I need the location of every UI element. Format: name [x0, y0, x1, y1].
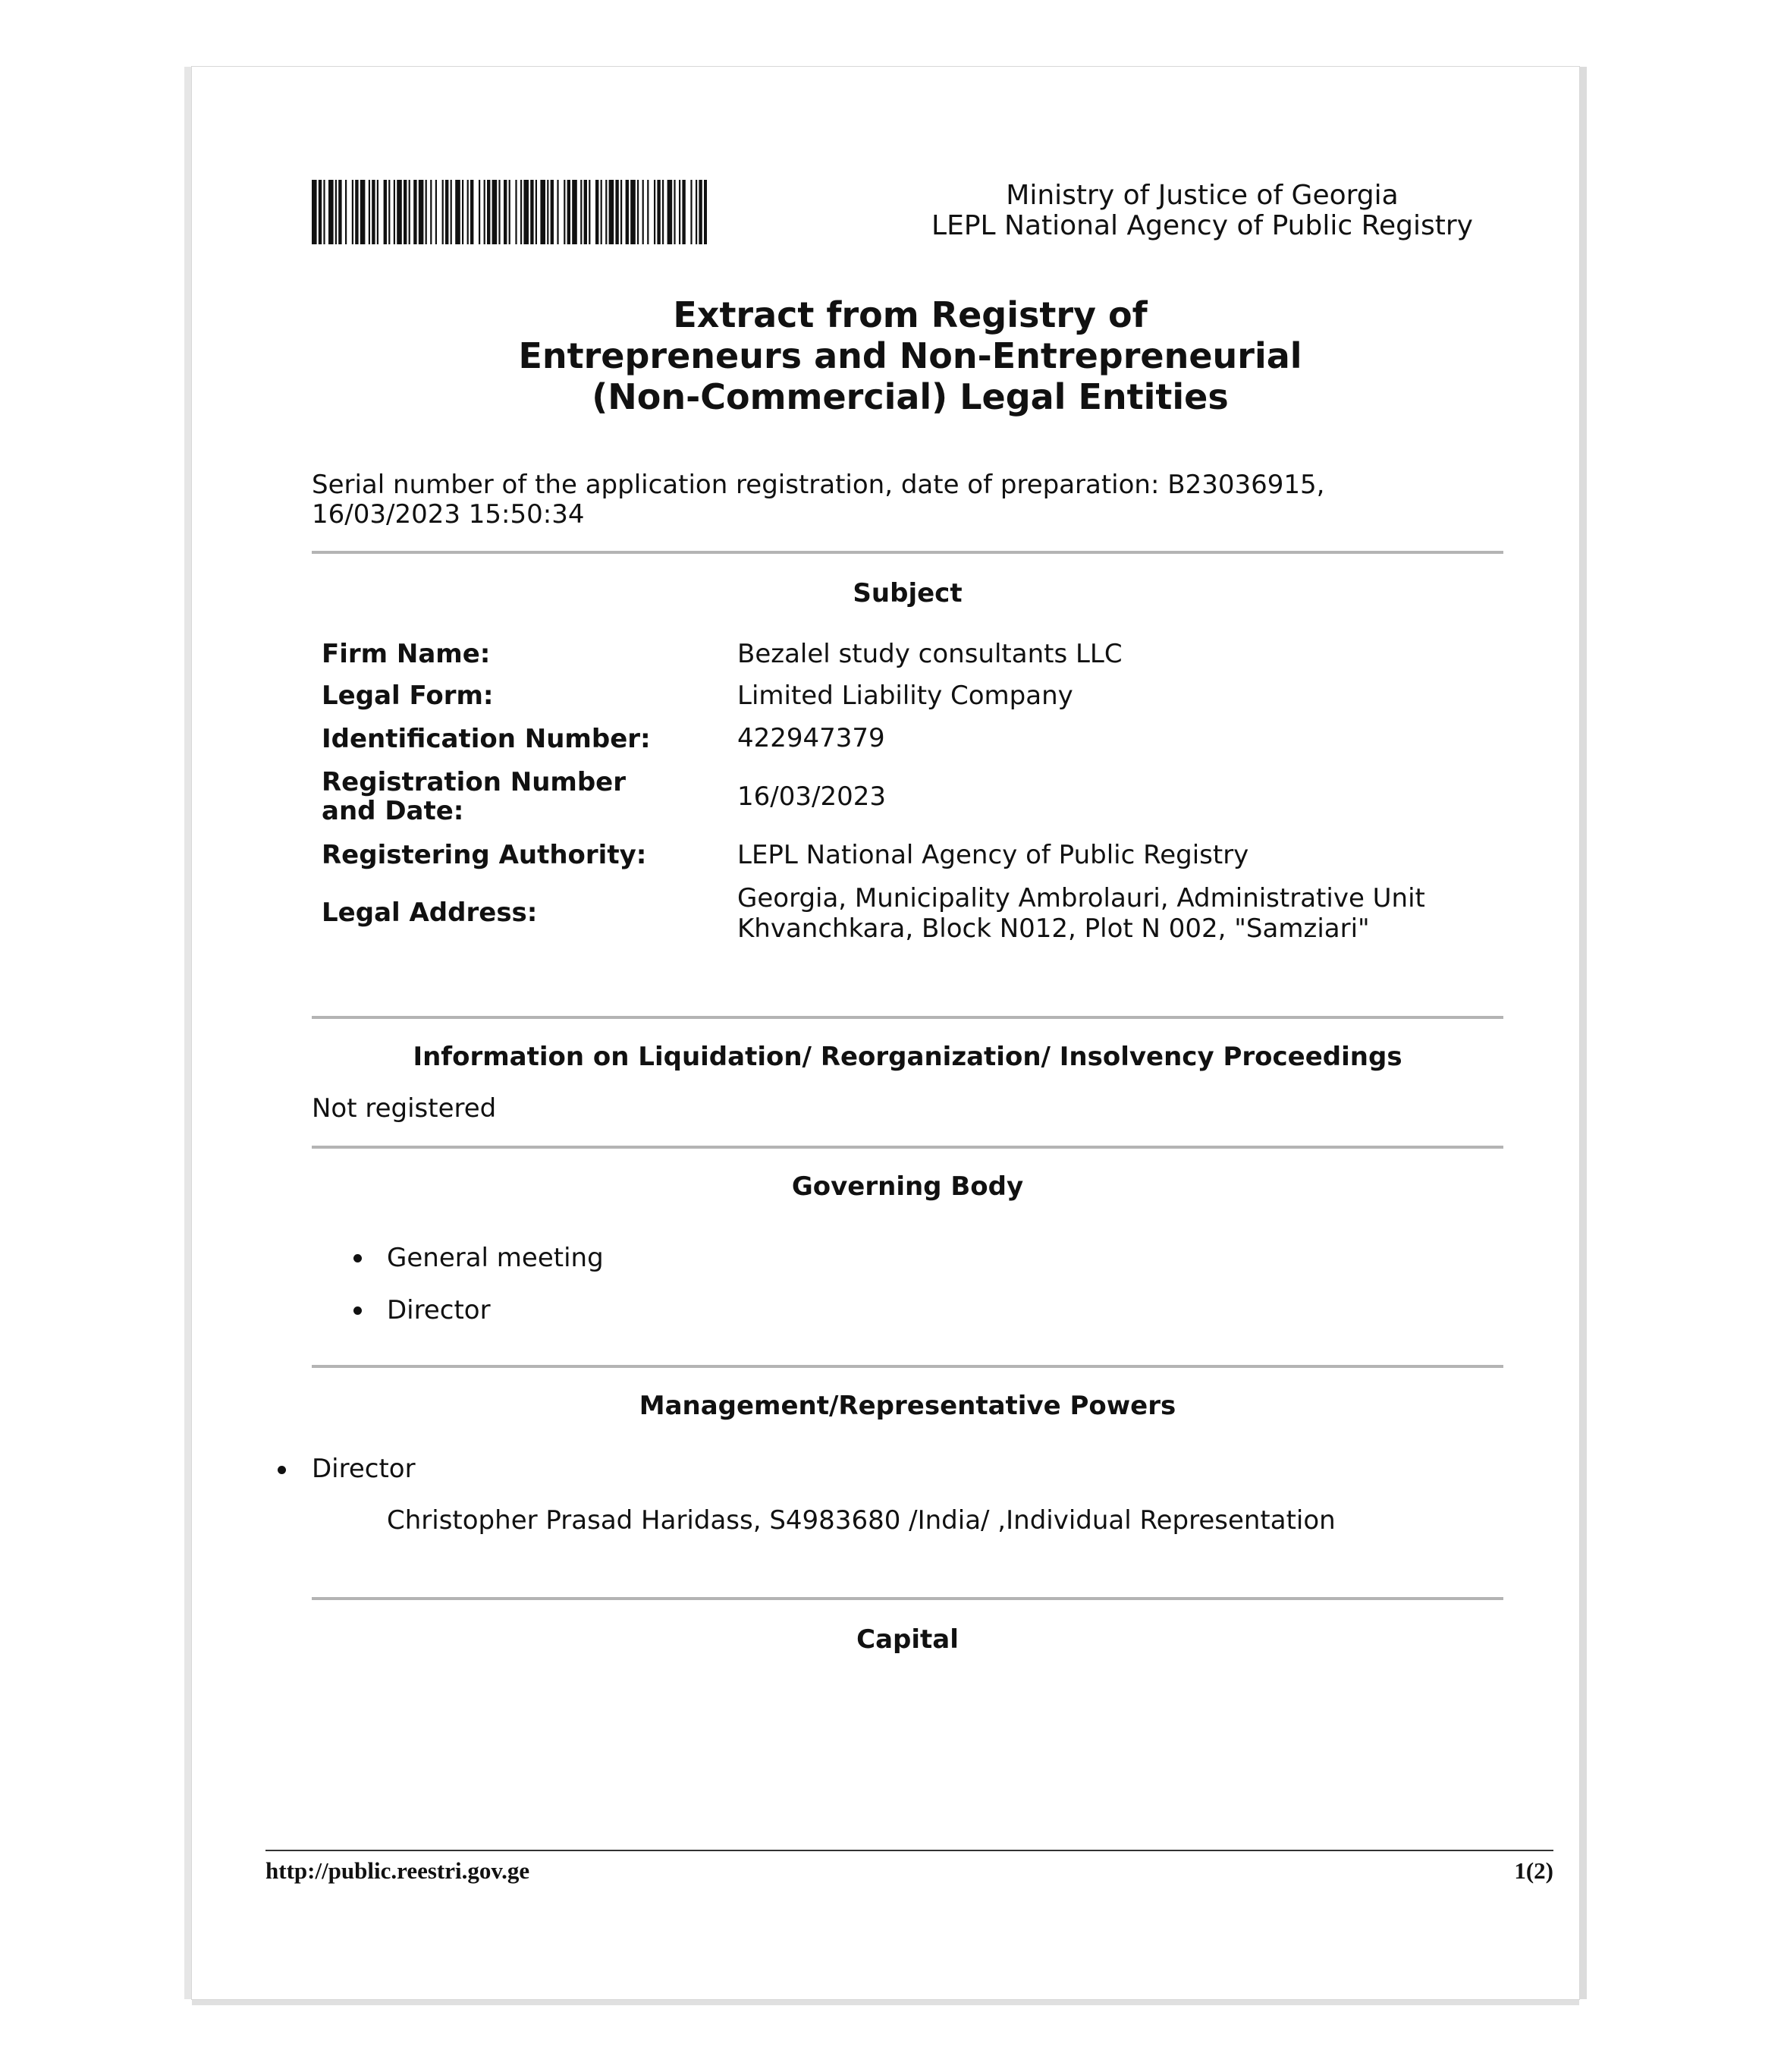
barcode-bar — [352, 180, 353, 244]
serial-line-1: Serial number of the application registration, date of preparation: B23036915, — [312, 470, 1325, 500]
ministry-line-2: LEPL National Agency of Public Registry — [931, 210, 1473, 241]
title-line-2: Entrepreneurs and Non-Entrepreneurial — [518, 335, 1302, 376]
barcode-bar — [345, 180, 347, 244]
barcode-bar — [498, 180, 500, 244]
barcode-bar — [609, 180, 614, 244]
footer-divider — [265, 1850, 1553, 1851]
barcode-bar — [426, 180, 427, 244]
legal-address-line-1: Georgia, Municipality Ambrolauri, Administrative Unit — [737, 883, 1425, 913]
firm-name-label: Firm Name: — [322, 639, 491, 669]
ministry-line-1: Ministry of Justice of Georgia — [1006, 180, 1399, 211]
registering-authority-label: Registering Authority: — [322, 840, 647, 870]
barcode-bar — [551, 180, 554, 244]
barcode-bar — [419, 180, 424, 244]
management-role: Director — [312, 1454, 416, 1484]
barcode-bar — [615, 180, 618, 244]
barcode-bar — [657, 180, 660, 244]
barcode-bar — [564, 180, 565, 244]
subject-heading: Subject — [853, 578, 963, 608]
barcode-bar — [572, 180, 577, 244]
registering-authority-value: LEPL National Agency of Public Registry — [737, 840, 1249, 870]
legal-form-label: Legal Form: — [322, 681, 494, 711]
barcode-bar — [492, 180, 498, 244]
barcode-bar — [674, 180, 675, 244]
barcode-bar — [312, 180, 317, 244]
barcode-bar — [523, 180, 529, 244]
title-line-1: Extract from Registry of — [673, 294, 1148, 335]
barcode-bar — [372, 180, 375, 244]
barcode-bar — [397, 180, 402, 244]
barcode-bar — [504, 180, 507, 244]
barcode-bar — [567, 180, 570, 244]
barcode-bar — [642, 180, 644, 244]
governing-body-item: General meeting — [387, 1243, 604, 1273]
barcode-bar — [605, 180, 607, 244]
barcode-bar — [699, 180, 702, 244]
barcode-bar — [515, 180, 517, 244]
barcode-bar — [462, 180, 463, 244]
barcode-bar — [430, 180, 432, 244]
barcode-bar — [384, 180, 387, 244]
section-divider — [312, 1146, 1503, 1149]
barcode-bar — [470, 180, 473, 244]
barcode-bar — [626, 180, 629, 244]
barcode-bar — [530, 180, 533, 244]
governing-body-heading: Governing Body — [791, 1171, 1024, 1202]
registration-number-label: Registration Number and Date: — [322, 767, 626, 826]
barcode-bar — [547, 180, 548, 244]
liquidation-heading: Information on Liquidation/ Reorganization/ Insolvency Proceedings — [413, 1042, 1402, 1072]
barcode-bar — [369, 180, 370, 244]
barcode-bar — [487, 180, 490, 244]
section-divider — [312, 551, 1503, 554]
barcode-bar — [360, 180, 366, 244]
bullet-icon — [353, 1254, 362, 1262]
barcode-bar — [630, 180, 636, 244]
barcode-bar — [696, 180, 697, 244]
barcode-bar — [520, 180, 522, 244]
legal-address-label: Legal Address: — [322, 898, 538, 928]
section-divider — [312, 1016, 1503, 1019]
barcode-bar — [335, 180, 337, 244]
barcode-bar — [455, 180, 460, 244]
barcode-bar — [647, 180, 649, 244]
barcode-bar — [601, 180, 602, 244]
barcode-bar — [654, 180, 655, 244]
barcode-bar — [328, 180, 334, 244]
document-title — [303, 294, 1517, 417]
barcode-bar — [667, 180, 673, 244]
barcode-bar — [595, 180, 598, 244]
barcode-bar — [509, 180, 510, 244]
barcode-bar — [540, 180, 545, 244]
barcode-bar — [467, 180, 469, 244]
management-heading: Management/Representative Powers — [639, 1391, 1176, 1421]
barcode-bar — [620, 180, 622, 244]
barcode-bar — [557, 180, 558, 244]
barcode-bar — [323, 180, 325, 244]
bullet-icon — [353, 1306, 362, 1315]
issuing-authority — [895, 181, 1509, 241]
barcode-bar — [404, 180, 407, 244]
barcode-bar — [435, 180, 437, 244]
barcode-bar — [445, 180, 448, 244]
title-line-3: (Non-Commercial) Legal Entities — [592, 376, 1229, 417]
serial-line-2: 16/03/2023 15:50:34 — [312, 499, 585, 530]
barcode-bar — [704, 180, 707, 244]
barcode-bar — [536, 180, 537, 244]
barcode-bar — [451, 180, 452, 244]
firm-name-value: Bezalel study consultants LLC — [737, 639, 1123, 669]
barcode-bar — [484, 180, 485, 244]
section-divider — [312, 1365, 1503, 1368]
bullet-icon — [278, 1466, 286, 1474]
barcode-bar — [409, 180, 410, 244]
registration-number-value: 16/03/2023 — [737, 781, 886, 812]
barcode-bar — [479, 180, 480, 244]
barcode-bar — [377, 180, 378, 244]
barcode-bar — [690, 180, 692, 244]
legal-form-value: Limited Liability Company — [737, 681, 1073, 711]
barcode-bar — [338, 180, 341, 244]
identification-number-value: 422947379 — [737, 723, 885, 753]
barcode-bar — [355, 180, 358, 244]
barcode-bar — [682, 180, 685, 244]
barcode-bar — [442, 180, 444, 244]
governing-body-item: Director — [387, 1295, 491, 1325]
barcode-bar — [584, 180, 587, 244]
barcode-bar — [580, 180, 582, 244]
section-divider — [312, 1597, 1503, 1600]
liquidation-status: Not registered — [312, 1093, 497, 1124]
barcode-bar — [662, 180, 664, 244]
barcode-bar — [637, 180, 639, 244]
barcode-bar — [319, 180, 322, 244]
page-number: 1(2) — [1514, 1857, 1553, 1884]
barcode — [312, 180, 707, 244]
barcode-bar — [589, 180, 590, 244]
identification-number-label: Identification Number: — [322, 724, 651, 754]
serial-number-text — [312, 470, 1525, 530]
capital-heading: Capital — [856, 1624, 959, 1655]
barcode-bar — [413, 180, 416, 244]
barcode-bar — [394, 180, 395, 244]
barcode-bar — [679, 180, 680, 244]
management-person: Christopher Prasad Haridass, S4983680 /India/ ,Individual Representation — [387, 1505, 1336, 1536]
footer-url: http://public.reestri.gov.ge — [265, 1857, 530, 1884]
barcode-bar — [388, 180, 390, 244]
legal-address-value — [737, 883, 1511, 944]
legal-address-line-2: Khvanchkara, Block N012, Plot N 002, "Samziari" — [737, 913, 1370, 944]
